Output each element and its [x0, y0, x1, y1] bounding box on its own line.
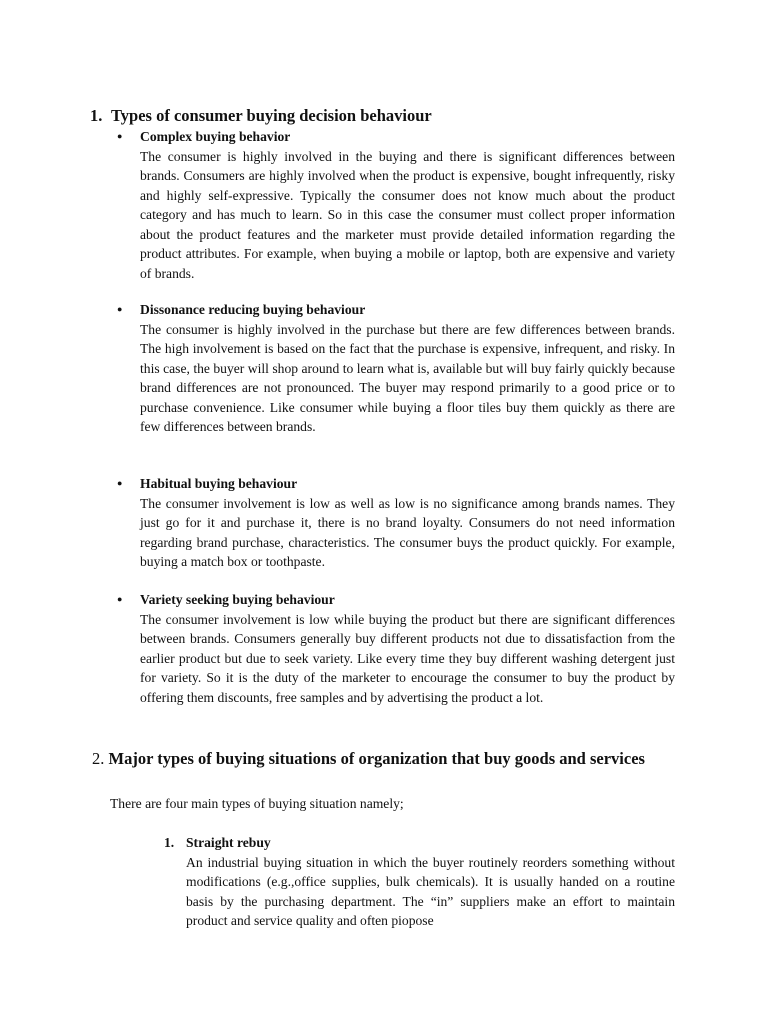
item-body: The consumer is highly involved in the purchase but there are few differences between brands. The high involvement is based on the fact that the purchase is expensive, infrequent, and risky. In this case, the buyer will shop around to learn what is, available but will buy fairly quickly because brand differences are not pronounced. The buyer may respond primarily to a good price or to purchase convenience. Like consumer while buying a floor tiles buy them quickly as there are few differences between brands. — [140, 321, 675, 434]
list-item — [140, 300, 675, 437]
section-2-title: Major types of buying situations of organization that buy goods and services — [108, 749, 645, 768]
item-body: The consumer involvement is low as well as low is no significance among brands names. They just go for it and purchase it, there is no brand loyalty. Consumers do not need information regarding brand purchase, characteristics. The consumer buys the product quickly. For example, buying a match box or toothpaste. — [140, 495, 675, 569]
item-title: Straight rebuy — [186, 835, 271, 850]
section-2-heading — [92, 748, 674, 770]
item-body: The consumer involvement is low while buying the product but there are significant differences between brands. Consumers generally buy different products not due to dissatisfaction from the earlier product but due to seek variety. Like every time they buy different washing detergent just for variety. So it is the duty of the marketer to encourage the consumer to buy the product by offering them discounts, free samples and by advertising the product a lot. — [140, 611, 675, 705]
section-2-intro: There are four main types of buying situation namely; — [110, 796, 404, 811]
bullet-icon: ● — [117, 131, 123, 141]
section-2-number: 2. — [92, 749, 105, 768]
item-title: Variety seeking buying behaviour — [140, 592, 335, 607]
item-title: Dissonance reducing buying behaviour — [140, 302, 366, 317]
section-1-heading — [90, 105, 432, 127]
sub-item-number: 1. — [164, 835, 175, 850]
section-1-title: Types of consumer buying decision behaviour — [111, 106, 432, 125]
section-1-number: 1. — [90, 106, 103, 125]
item-body: An industrial buying situation in which the buyer routinely reorders something without modifications (e.g.,office supplies, bulk chemicals). It is usually handed on a routine basis by the purchasing department. The “in” suppliers make an effort to maintain product and service quality and often piopose — [186, 854, 675, 928]
list-item — [186, 833, 675, 931]
bullet-icon: ● — [117, 304, 123, 314]
list-item — [140, 127, 675, 283]
list-item — [140, 474, 675, 572]
list-item — [140, 590, 675, 707]
item-body: The consumer is highly involved in the buying and there is significant differences between brands. Consumers are highly involved when the product is expensive, bought infrequently, risky and highly self-expressive. Typically the consumer does not know much about the product category and has much to learn. So in this case the consumer must collect proper information about the product features and the marketer must provide detailed information regarding the product attributes. For example, when buying a mobile or laptop, both are expensive and variety of brands. — [140, 148, 675, 281]
bullet-icon: ● — [117, 594, 123, 604]
item-title: Habitual buying behaviour — [140, 476, 298, 491]
item-title: Complex buying behavior — [140, 129, 291, 144]
bullet-icon: ● — [117, 478, 123, 488]
